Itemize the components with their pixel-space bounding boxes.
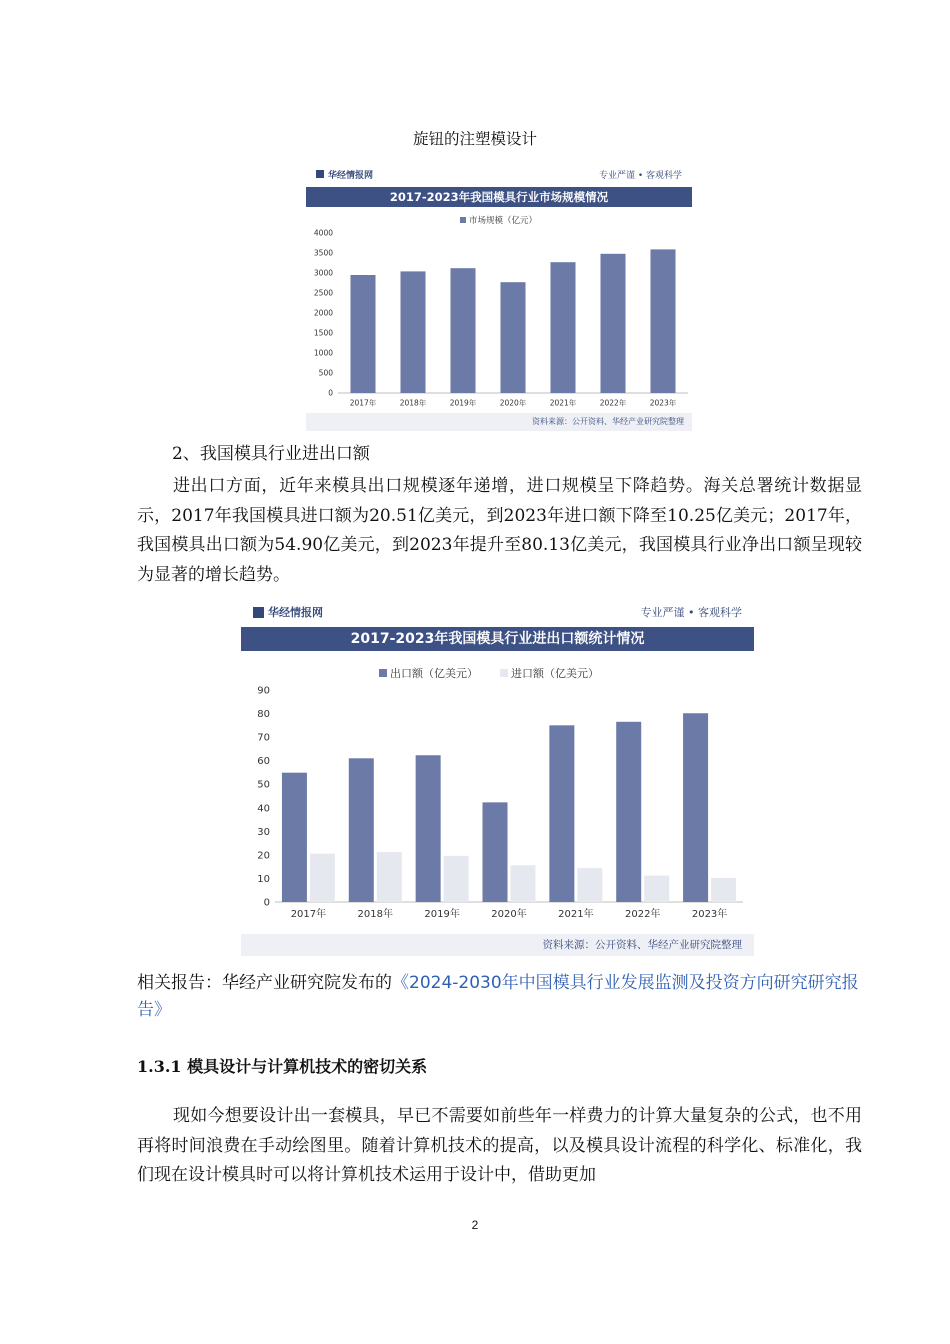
x-tick-label: 2020年 (499, 398, 527, 408)
bar-import-1 (377, 852, 402, 902)
page-number: 2 (471, 1218, 479, 1232)
x-tick-label: 2021年 (549, 398, 577, 408)
y-tick-label: 3000 (313, 268, 333, 278)
related-report-link[interactable]: 《2024-2030年中国模具行业发展监测及投资方向研究研究报告》 (137, 973, 859, 1020)
bar-market-5 (601, 254, 626, 393)
y-tick-label: 90 (257, 685, 270, 697)
slogan: 专业严谨 • 客观科学 (598, 170, 682, 181)
bar-export-2 (416, 755, 441, 902)
legend-label-import: 进口额（亿美元） (511, 667, 599, 680)
bar-import-0 (310, 854, 335, 902)
x-tick-label: 2020年 (491, 909, 527, 920)
y-tick-label: 30 (257, 826, 270, 838)
y-tick-label: 20 (257, 850, 270, 862)
y-tick-label: 1000 (313, 348, 333, 358)
y-tick-label: 50 (257, 779, 270, 791)
chart-title: 2017-2023年我国模具行业市场规模情况 (306, 187, 692, 207)
related-report-prefix: 相关报告：华经产业研究院发布的 (137, 973, 392, 993)
bar-export-6 (683, 713, 708, 902)
chart-source: 资料来源：公开资料、华经产业研究院整理 (306, 413, 692, 431)
y-tick-label: 500 (318, 368, 333, 378)
x-tick-label: 2023年 (691, 909, 728, 920)
market-size-chart (306, 163, 692, 431)
brand-name: 华经情报网 (268, 606, 323, 619)
bar-export-0 (282, 773, 307, 902)
legend-label-market: 市场规模（亿元） (469, 216, 538, 226)
bar-import-5 (644, 876, 669, 902)
x-tick-label: 2018年 (399, 398, 427, 408)
chart-plot (306, 163, 692, 431)
related-report (137, 970, 862, 1024)
x-tick-label: 2017年 (349, 398, 377, 408)
y-tick-label: 40 (257, 803, 270, 815)
bar-market-2 (451, 268, 476, 393)
bar-export-4 (549, 725, 574, 902)
y-tick-label: 2500 (313, 288, 333, 298)
y-tick-label: 1500 (313, 328, 333, 338)
chart-title: 2017-2023年我国模具行业进出口额统计情况 (241, 627, 754, 651)
y-tick-label: 60 (257, 756, 270, 768)
bar-market-0 (351, 275, 376, 393)
bar-import-2 (444, 856, 469, 902)
legend-label-export: 出口额（亿美元） (390, 667, 478, 680)
figure-caption: 旋钮的注塑模设计 (412, 130, 537, 148)
section-title-import-export: 2、我国模具行业进出口额 (172, 444, 370, 464)
y-tick-label: 3500 (313, 248, 333, 258)
bar-export-1 (349, 758, 374, 902)
x-tick-label: 2023年 (649, 398, 677, 408)
chart-source: 资料来源：公开资料、华经产业研究院整理 (241, 934, 754, 956)
chart-plot (241, 599, 754, 956)
x-tick-label: 2017年 (290, 909, 327, 920)
x-tick-label: 2021年 (558, 909, 594, 920)
bar-market-1 (401, 271, 426, 393)
bar-market-6 (651, 249, 676, 393)
slogan: 专业严谨 • 客观科学 (640, 606, 742, 619)
x-tick-label: 2022年 (624, 909, 661, 920)
y-tick-label: 70 (257, 732, 270, 744)
y-tick-label: 2000 (313, 308, 333, 318)
bar-export-3 (483, 802, 508, 902)
y-tick-label: 10 (257, 873, 270, 885)
bar-market-3 (501, 282, 526, 393)
paragraph-import-export: 进出口方面，近年来模具出口规模逐年递增，进口规模呈下降趋势。海关总署统计数据显示，2017年我国模具进口额为20.51亿美元，到2023年进口额下降至10.25亿美元；2017年，我国模具出口额为54.90亿美元，到2023年提升至80.13亿美元，我国模具行业净出口额呈现较为显著的增长趋势。 (137, 476, 862, 585)
y-tick-label: 80 (257, 709, 270, 721)
brand-name: 华经情报网 (328, 170, 374, 181)
x-tick-label: 2019年 (424, 909, 460, 920)
bar-market-4 (551, 262, 576, 393)
y-tick-label: 0 (328, 388, 333, 398)
import-export-chart (241, 599, 754, 956)
y-tick-label: 0 (263, 897, 270, 909)
bar-export-5 (616, 722, 641, 902)
x-tick-label: 2019年 (449, 398, 477, 408)
bar-import-4 (577, 868, 602, 902)
x-tick-label: 2018年 (357, 909, 394, 920)
section-heading: 1.3.1 模具设计与计算机技术的密切关系 (137, 1057, 428, 1076)
paragraph-computer-design: 现如今想要设计出一套模具，早已不需要如前些年一样费力的计算大量复杂的公式，也不用再将时间浪费在手动绘图里。随着计算机技术的提高，以及模具设计流程的科学化、标准化，我们现在设计模具时可以将计算机技术运用于设计中，借助更加 (137, 1106, 862, 1185)
x-tick-label: 2022年 (599, 398, 627, 408)
bar-import-6 (711, 878, 736, 902)
bar-import-3 (511, 865, 536, 902)
y-tick-label: 4000 (313, 228, 333, 238)
